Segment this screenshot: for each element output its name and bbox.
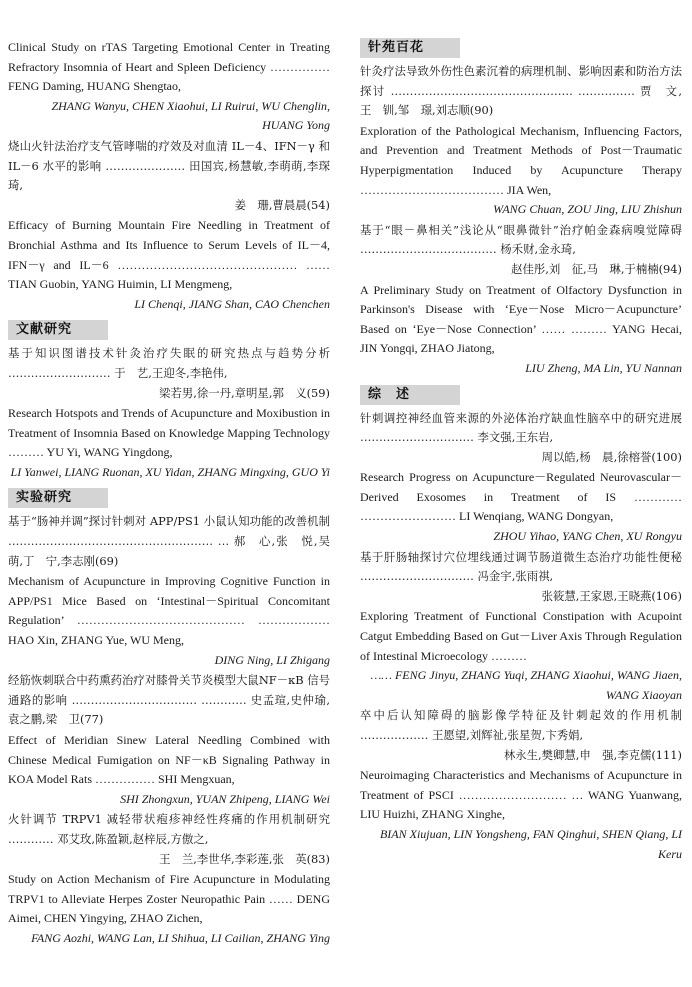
toc-section — [8, 320, 330, 482]
entry-title: 基于肝肠轴探讨穴位埋线通过调节肠道微生态治疗功能性便秘 ………………………… 冯金宇,张雨祺, — [360, 549, 682, 584]
entry-title: Study on Action Mechanism of Fire Acupuncture in Modulating TRPV1 to Alleviate Herpes Zoster Neuropathic Pain …… DENG Aimei, CHEN Yingying, ZHAO Zichen, — [8, 872, 330, 926]
toc-entry[interactable] — [8, 671, 330, 730]
toc-entry[interactable] — [360, 468, 682, 546]
toc-section — [8, 488, 342, 948]
toc-entry[interactable] — [8, 216, 330, 314]
entry-title: Exploring Treatment of Functional Constipation with Acupoint Catgut Embedding Based on Gut－Liver Axis Through Regulation of Intestinal Microecology ……… — [360, 609, 682, 663]
section-heading: 综 述 — [360, 385, 460, 405]
toc-entry[interactable] — [8, 38, 330, 136]
entry-title: 卒中后认知障碍的脑影像学特征及针刺起效的作用机制 ……………… 王愿望,刘辉祉,张星贺,卞秀娟, — [360, 708, 682, 742]
toc-entry[interactable] — [360, 122, 682, 220]
entry-title: Exploration of the Pathological Mechanism, Influencing Factors, and Prevention and Treatment Methods of Post－Traumatic Hyperpigmentation Induced by Acupuncture Therapy ……………………………… JIA Wen, — [360, 123, 682, 197]
entry-title: 火针调节 TRPV1 减轻带状疱疹神经性疼痛的作用机制研究 ………… 邓艾玫,陈盈颖,赵梓辰,方傲之, — [8, 812, 330, 846]
entry-title: 烧山火针法治疗支气管哮喘的疗效及对血清 IL－4、IFN－γ 和 IL－6 水平的影响 ………………… 田国宾,杨慧敏,李萌萌,李琛琦, — [8, 138, 330, 193]
toc-section — [8, 38, 330, 314]
entry-title: Neuroimaging Characteristics and Mechanisms of Acupuncture in Treatment of PSCI ……………………… … WANG Yuanwang, LIU Huizhi, ZHANG Xinghe, — [360, 768, 682, 822]
entry-title: Research Hotspots and Trends of Acupuncture and Moxibustion in Treatment of Insomnia Based on Knowledge Mapping Technology ……… YU Yi, WANG Yingdong, — [8, 406, 330, 460]
toc-entry[interactable] — [360, 607, 682, 705]
right-column — [360, 38, 682, 868]
left-column — [8, 38, 342, 953]
entry-title: Clinical Study on rTAS Targeting Emotional Center in Treating Refractory Insomnia of Heart and Spleen Deficiency …………… FENG Daming, HUANG Shengtao, — [8, 40, 330, 94]
toc-entry[interactable] — [8, 810, 330, 869]
entry-authors: 赵佳彤,刘 征,马 琳,于楠楠(94) — [511, 261, 682, 276]
entry-authors: 林永生,樊卿慧,申 强,李克儒(111) — [503, 747, 682, 762]
entry-authors: ZHANG Wanyu, CHEN Xiaohui, LI Ruirui, WU Chenglin, HUANG Yong — [51, 98, 330, 133]
toc-entry[interactable] — [360, 62, 682, 121]
toc-entry[interactable] — [360, 766, 682, 864]
entry-title: Effect of Meridian Sinew Lateral Needling Combined with Chinese Medical Fumigation on NF－κB Signaling Pathway in KOA Model Rats …………… SHI Mengxuan, — [8, 733, 330, 787]
entry-authors: SHI Zhongxun, YUAN Zhipeng, LIANG Wei — [120, 791, 330, 806]
entry-authors: DING Ning, LI Zhigang — [214, 652, 330, 667]
toc-entry[interactable] — [360, 706, 682, 765]
toc-entry[interactable] — [8, 731, 330, 809]
entry-title: 基于“肠神并调”探讨针刺对 APP/PS1 小鼠认知功能的改善机制 ……………………………………………… … 郝 心,张 悦,吴 萌,丁 宁,李志刚(69) — [8, 514, 342, 568]
entry-authors: 姜 珊,曹晨晨(54) — [234, 197, 330, 212]
entry-authors: FANG Aozhi, WANG Lan, LI Shihua, LI Cailian, ZHANG Ying — [31, 930, 330, 945]
entry-authors: BIAN Xiujuan, LIN Yongsheng, FAN Qinghui, SHEN Qiang, LI Keru — [379, 826, 682, 861]
entry-title: 经筋恢刺联合中药熏药治疗对膝骨关节炎模型大鼠NF－κB 信号通路的影响 …………………………… ………… 史孟瑄,史仲瑜,袁之鹏,梁 卫(77) — [8, 673, 330, 727]
toc-section — [360, 38, 682, 379]
toc-entry[interactable] — [8, 870, 330, 948]
section-heading: 实验研究 — [8, 488, 108, 508]
entry-authors: 张筱慧,王家恩,王晓燕(106) — [541, 588, 682, 603]
entry-title: 基于“眼－鼻相关”浅论从“眼鼻微针”治疗帕金森病嗅觉障碍 ……………………………… 杨禾财,金永琦, — [360, 222, 682, 257]
entry-authors: 周以皓,杨 晨,徐榕誉(100) — [541, 449, 682, 464]
toc-entry[interactable] — [8, 344, 330, 403]
entry-authors: 王 兰,李世华,李彩莲,张 英(83) — [159, 851, 330, 866]
entry-title: Mechanism of Acupuncture in Improving Cognitive Function in APP/PS1 Mice Based on ‘Intestinal－Spiritual Concomitant Regulation’ …………………………………… ……………… HAO Xin, ZHANG Yue, WU Meng, — [8, 574, 330, 648]
toc-entry[interactable] — [8, 572, 330, 670]
entry-title: Efficacy of Burning Mountain Fire Needling in Treatment of Bronchial Asthma and Its Influence to Serum Levels of IL－4, IFN－γ and IL－6 ……………………………………… …… TIAN Guobin, YANG Huimin, LI Mengmeng, — [8, 218, 330, 292]
toc-entry[interactable] — [8, 404, 330, 482]
entry-title: 针灸疗法导致外伤性色素沉着的病理机制、影响因素和防治方法探讨 ………………………………………… …………… 贾 文,王 钏,邹 璟,刘志顺(90) — [360, 64, 682, 118]
toc-entry[interactable] — [360, 548, 682, 607]
entry-title: 基于知识图谱技术针灸治疗失眠的研究热点与趋势分析 ……………………… 于 艺,王迎冬,李艳伟, — [8, 346, 330, 380]
entry-authors: LI Chenqi, JIANG Shan, CAO Chenchen — [134, 296, 330, 311]
toc-section — [360, 385, 682, 865]
section-heading: 文献研究 — [8, 320, 108, 340]
entry-authors: LI Yanwei, LIANG Ruonan, XU Yidan, ZHANG Mingxing, GUO Yi — [10, 464, 330, 479]
entry-title: Research Progress on Acupuncture－Regulated Neurovascular－Derived Exosomes in Treatment of IS ………… …………………… LI Wenqiang, WANG Dongyan, — [360, 470, 682, 524]
entry-authors: …… FENG Jinyu, ZHANG Yuqi, ZHANG Xiaohui, WANG Jiaen, WANG Xiaoyan — [370, 668, 682, 702]
toc-entry[interactable] — [360, 409, 682, 468]
entry-title: A Preliminary Study on Treatment of Olfactory Dysfunction in Parkinson's Disease with ‘Eye－Nose Micro－Acupuncture’ Based on ‘Eye－Nose Connection’ …… ……… YANG Hecai, JIN Yongqi, ZHAO Jiatong, — [360, 282, 682, 356]
entry-authors: WANG Chuan, ZOU Jing, LIU Zhishun — [493, 202, 682, 217]
toc-entry[interactable] — [8, 137, 330, 215]
entry-authors: 梁若男,徐一丹,章明星,郭 义(59) — [159, 385, 330, 400]
entry-title: 针刺调控神经血管来源的外泌体治疗缺血性脑卒中的研究进展 ………………………… 李文强,王东岩, — [360, 410, 682, 445]
entry-authors: ZHOU Yihao, YANG Chen, XU Rongyu — [493, 529, 682, 544]
toc-entry[interactable] — [8, 512, 342, 571]
entry-authors: LIU Zheng, MA Lin, YU Nannan — [525, 360, 682, 375]
section-heading: 针苑百花 — [360, 38, 460, 58]
toc-entry[interactable] — [360, 281, 682, 379]
toc-entry[interactable] — [360, 221, 682, 280]
